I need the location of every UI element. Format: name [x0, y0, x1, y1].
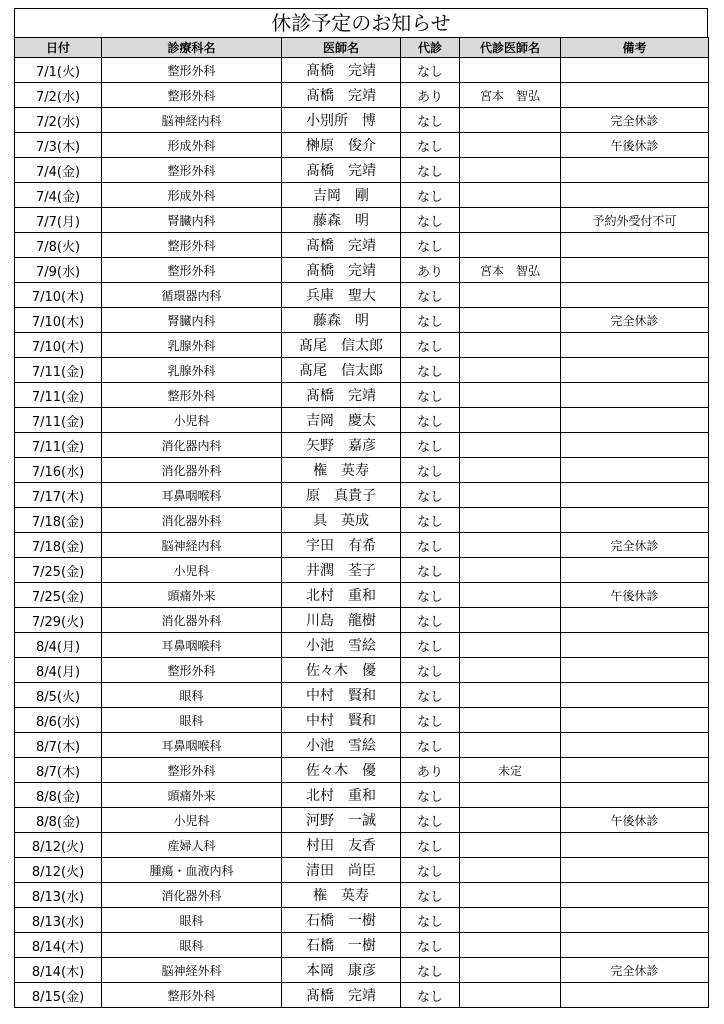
table-row — [15, 208, 709, 233]
table-row — [15, 108, 709, 133]
cell-substitute-doctor — [460, 558, 561, 583]
cell-date: 7/4(金) — [15, 158, 102, 183]
cell-doctor: 吉岡 慶太 — [282, 408, 401, 433]
cell-remarks — [561, 458, 709, 483]
cell-doctor: 井潤 荃子 — [282, 558, 401, 583]
page-title: 休診予定のお知らせ — [14, 8, 708, 37]
cell-department: 整形外科 — [102, 233, 282, 258]
cell-remarks — [561, 333, 709, 358]
cell-doctor: 兵庫 聖大 — [282, 283, 401, 308]
cell-date: 7/18(金) — [15, 508, 102, 533]
cell-substitute-doctor: 宮本 智弘 — [460, 258, 561, 283]
table-row — [15, 708, 709, 733]
table-row — [15, 183, 709, 208]
cell-department: 耳鼻咽喉科 — [102, 483, 282, 508]
cell-department: 耳鼻咽喉科 — [102, 733, 282, 758]
cell-remarks — [561, 283, 709, 308]
cell-department: 脳神経内科 — [102, 533, 282, 558]
cell-substitute-doctor — [460, 683, 561, 708]
cell-doctor: 吉岡 剛 — [282, 183, 401, 208]
cell-doctor: 権 英寿 — [282, 883, 401, 908]
cell-date: 8/4(月) — [15, 633, 102, 658]
table-row — [15, 858, 709, 883]
cell-substitute: なし — [401, 233, 460, 258]
cell-substitute: なし — [401, 408, 460, 433]
cell-doctor: 髙橋 完靖 — [282, 83, 401, 108]
cell-date: 8/13(水) — [15, 908, 102, 933]
cell-department: 整形外科 — [102, 658, 282, 683]
cell-doctor: 村田 友香 — [282, 833, 401, 858]
cell-doctor: 石橋 一樹 — [282, 933, 401, 958]
cell-department: 腫瘍・血液内科 — [102, 858, 282, 883]
cell-remarks — [561, 733, 709, 758]
cell-department: 小児科 — [102, 558, 282, 583]
cell-substitute: なし — [401, 808, 460, 833]
cell-department: 消化器外科 — [102, 883, 282, 908]
table-row — [15, 508, 709, 533]
cell-department: 形成外科 — [102, 133, 282, 158]
cell-date: 7/9(水) — [15, 258, 102, 283]
cell-department: 耳鼻咽喉科 — [102, 633, 282, 658]
cell-doctor: 矢野 嘉彦 — [282, 433, 401, 458]
table-row — [15, 483, 709, 508]
cell-doctor: 佐々木 優 — [282, 658, 401, 683]
cell-substitute-doctor — [460, 183, 561, 208]
table-row — [15, 983, 709, 1008]
column-header-date: 日付 — [15, 38, 102, 58]
cell-date: 8/4(月) — [15, 658, 102, 683]
table-row — [15, 333, 709, 358]
cell-remarks — [561, 233, 709, 258]
cell-date: 8/13(水) — [15, 883, 102, 908]
cell-date: 7/1(火) — [15, 58, 102, 83]
cell-substitute-doctor — [460, 908, 561, 933]
cell-substitute: あり — [401, 258, 460, 283]
cell-remarks — [561, 383, 709, 408]
cell-substitute-doctor — [460, 608, 561, 633]
cell-doctor: 権 英寿 — [282, 458, 401, 483]
cell-doctor: 北村 重和 — [282, 583, 401, 608]
cell-department: 整形外科 — [102, 758, 282, 783]
cell-substitute: なし — [401, 858, 460, 883]
cell-substitute-doctor — [460, 233, 561, 258]
table-row — [15, 158, 709, 183]
cell-doctor: 本岡 康彦 — [282, 958, 401, 983]
cell-substitute: なし — [401, 633, 460, 658]
cell-date: 7/11(金) — [15, 433, 102, 458]
cell-doctor: 原 真貴子 — [282, 483, 401, 508]
cell-department: 整形外科 — [102, 58, 282, 83]
cell-doctor: 髙橋 完靖 — [282, 383, 401, 408]
cell-date: 7/8(火) — [15, 233, 102, 258]
table-header-row — [15, 38, 709, 58]
cell-substitute: なし — [401, 783, 460, 808]
cell-department: 整形外科 — [102, 383, 282, 408]
cell-doctor: 宇田 有希 — [282, 533, 401, 558]
cell-date: 8/5(火) — [15, 683, 102, 708]
cell-substitute: なし — [401, 333, 460, 358]
cell-substitute: なし — [401, 133, 460, 158]
cell-substitute-doctor — [460, 408, 561, 433]
table-row — [15, 558, 709, 583]
cell-doctor: 髙橋 完靖 — [282, 258, 401, 283]
table-row — [15, 258, 709, 283]
cell-remarks — [561, 558, 709, 583]
cell-date: 7/2(水) — [15, 108, 102, 133]
cell-substitute: なし — [401, 608, 460, 633]
column-header-department: 診療科名 — [102, 38, 282, 58]
cell-department: 整形外科 — [102, 83, 282, 108]
cell-doctor: 髙尾 信太郎 — [282, 358, 401, 383]
cell-doctor: 具 英成 — [282, 508, 401, 533]
cell-doctor: 榊原 俊介 — [282, 133, 401, 158]
cell-doctor: 小別所 博 — [282, 108, 401, 133]
cell-remarks — [561, 883, 709, 908]
cell-substitute: なし — [401, 508, 460, 533]
cell-substitute: なし — [401, 283, 460, 308]
cell-doctor: 中村 賢和 — [282, 708, 401, 733]
cell-remarks — [561, 258, 709, 283]
cell-remarks — [561, 983, 709, 1008]
cell-substitute-doctor — [460, 858, 561, 883]
table-row — [15, 283, 709, 308]
cell-remarks — [561, 683, 709, 708]
cell-date: 8/14(木) — [15, 933, 102, 958]
cell-substitute: なし — [401, 308, 460, 333]
cell-remarks — [561, 58, 709, 83]
cell-department: 小児科 — [102, 408, 282, 433]
cell-department: 小児科 — [102, 808, 282, 833]
cell-doctor: 河野 一誠 — [282, 808, 401, 833]
cell-remarks: 午後休診 — [561, 583, 709, 608]
table-body — [15, 58, 709, 1008]
cell-date: 8/8(金) — [15, 783, 102, 808]
cell-remarks: 完全休診 — [561, 308, 709, 333]
cell-date: 7/11(金) — [15, 358, 102, 383]
cell-date: 7/17(木) — [15, 483, 102, 508]
cell-department: 脳神経外科 — [102, 958, 282, 983]
cell-substitute: なし — [401, 683, 460, 708]
table-row — [15, 433, 709, 458]
cell-date: 8/6(水) — [15, 708, 102, 733]
cell-remarks: 完全休診 — [561, 533, 709, 558]
cell-date: 7/29(火) — [15, 608, 102, 633]
cell-substitute: なし — [401, 533, 460, 558]
cell-department: 形成外科 — [102, 183, 282, 208]
cell-substitute: なし — [401, 958, 460, 983]
cell-substitute-doctor: 未定 — [460, 758, 561, 783]
cell-remarks: 完全休診 — [561, 958, 709, 983]
table-row — [15, 833, 709, 858]
cell-doctor: 髙橋 完靖 — [282, 158, 401, 183]
table-row — [15, 758, 709, 783]
table-row — [15, 358, 709, 383]
cell-date: 8/7(木) — [15, 733, 102, 758]
table-row — [15, 83, 709, 108]
cell-remarks — [561, 433, 709, 458]
cell-date: 8/15(金) — [15, 983, 102, 1008]
cell-date: 7/16(水) — [15, 458, 102, 483]
table-row — [15, 633, 709, 658]
cell-substitute-doctor — [460, 133, 561, 158]
cell-doctor: 小池 雪絵 — [282, 633, 401, 658]
cell-date: 7/18(金) — [15, 533, 102, 558]
closure-notice-sheet — [14, 8, 708, 1008]
cell-doctor: 佐々木 優 — [282, 758, 401, 783]
cell-substitute: あり — [401, 758, 460, 783]
column-header-substitute: 代診 — [401, 38, 460, 58]
table-row — [15, 133, 709, 158]
cell-substitute: なし — [401, 433, 460, 458]
column-header-substitute-doctor: 代診医師名 — [460, 38, 561, 58]
table-row — [15, 583, 709, 608]
column-header-doctor: 医師名 — [282, 38, 401, 58]
cell-department: 腎臓内科 — [102, 308, 282, 333]
cell-substitute-doctor — [460, 108, 561, 133]
table-row — [15, 58, 709, 83]
cell-remarks — [561, 408, 709, 433]
table-row — [15, 933, 709, 958]
table-row — [15, 608, 709, 633]
cell-substitute-doctor — [460, 433, 561, 458]
cell-substitute: なし — [401, 558, 460, 583]
cell-remarks — [561, 658, 709, 683]
cell-substitute-doctor: 宮本 智弘 — [460, 83, 561, 108]
cell-doctor: 藤森 明 — [282, 208, 401, 233]
cell-department: 乳腺外科 — [102, 358, 282, 383]
table-row — [15, 383, 709, 408]
cell-substitute-doctor — [460, 158, 561, 183]
cell-date: 7/25(金) — [15, 583, 102, 608]
cell-substitute-doctor — [460, 308, 561, 333]
table-row — [15, 233, 709, 258]
cell-substitute: なし — [401, 833, 460, 858]
cell-remarks — [561, 858, 709, 883]
cell-department: 産婦人科 — [102, 833, 282, 858]
cell-doctor: 藤森 明 — [282, 308, 401, 333]
cell-date: 7/10(木) — [15, 283, 102, 308]
cell-substitute-doctor — [460, 783, 561, 808]
cell-substitute-doctor — [460, 58, 561, 83]
cell-substitute-doctor — [460, 533, 561, 558]
cell-date: 7/11(金) — [15, 408, 102, 433]
cell-substitute-doctor — [460, 633, 561, 658]
cell-department: 頭痛外来 — [102, 583, 282, 608]
cell-substitute-doctor — [460, 708, 561, 733]
cell-substitute-doctor — [460, 983, 561, 1008]
table-row — [15, 683, 709, 708]
cell-substitute: なし — [401, 483, 460, 508]
cell-substitute: なし — [401, 383, 460, 408]
cell-remarks — [561, 783, 709, 808]
cell-substitute: なし — [401, 708, 460, 733]
cell-substitute-doctor — [460, 483, 561, 508]
table-row — [15, 908, 709, 933]
cell-substitute: なし — [401, 883, 460, 908]
cell-substitute-doctor — [460, 508, 561, 533]
cell-remarks — [561, 183, 709, 208]
cell-remarks — [561, 633, 709, 658]
cell-substitute: なし — [401, 658, 460, 683]
cell-department: 腎臓内科 — [102, 208, 282, 233]
cell-department: 整形外科 — [102, 258, 282, 283]
cell-date: 7/4(金) — [15, 183, 102, 208]
cell-remarks: 予約外受付不可 — [561, 208, 709, 233]
cell-substitute: なし — [401, 733, 460, 758]
cell-substitute: なし — [401, 58, 460, 83]
cell-substitute: なし — [401, 208, 460, 233]
cell-doctor: 髙尾 信太郎 — [282, 333, 401, 358]
cell-substitute-doctor — [460, 583, 561, 608]
cell-remarks — [561, 708, 709, 733]
cell-doctor: 髙橋 完靖 — [282, 58, 401, 83]
cell-substitute-doctor — [460, 383, 561, 408]
cell-department: 消化器内科 — [102, 433, 282, 458]
cell-substitute-doctor — [460, 883, 561, 908]
cell-substitute: なし — [401, 108, 460, 133]
cell-remarks — [561, 908, 709, 933]
cell-substitute-doctor — [460, 333, 561, 358]
cell-remarks — [561, 83, 709, 108]
cell-substitute: なし — [401, 458, 460, 483]
cell-department: 乳腺外科 — [102, 333, 282, 358]
cell-substitute-doctor — [460, 933, 561, 958]
cell-date: 8/12(火) — [15, 833, 102, 858]
cell-date: 7/7(月) — [15, 208, 102, 233]
table-row — [15, 783, 709, 808]
cell-doctor: 小池 雪絵 — [282, 733, 401, 758]
cell-substitute-doctor — [460, 283, 561, 308]
cell-department: 眼科 — [102, 708, 282, 733]
cell-doctor: 中村 賢和 — [282, 683, 401, 708]
table-row — [15, 733, 709, 758]
cell-substitute-doctor — [460, 208, 561, 233]
cell-remarks: 完全休診 — [561, 108, 709, 133]
cell-department: 眼科 — [102, 908, 282, 933]
cell-date: 7/10(木) — [15, 333, 102, 358]
cell-substitute: なし — [401, 583, 460, 608]
cell-doctor: 石橋 一樹 — [282, 908, 401, 933]
table-row — [15, 658, 709, 683]
table-row — [15, 808, 709, 833]
cell-substitute-doctor — [460, 733, 561, 758]
cell-department: 眼科 — [102, 683, 282, 708]
cell-date: 8/12(火) — [15, 858, 102, 883]
cell-substitute: なし — [401, 358, 460, 383]
cell-department: 消化器外科 — [102, 608, 282, 633]
table-row — [15, 958, 709, 983]
cell-doctor: 髙橋 完靖 — [282, 233, 401, 258]
cell-substitute: なし — [401, 908, 460, 933]
table-row — [15, 458, 709, 483]
cell-date: 7/10(木) — [15, 308, 102, 333]
table-row — [15, 883, 709, 908]
cell-remarks: 午後休診 — [561, 133, 709, 158]
cell-date: 7/25(金) — [15, 558, 102, 583]
cell-date: 8/7(木) — [15, 758, 102, 783]
cell-substitute-doctor — [460, 458, 561, 483]
cell-department: 脳神経内科 — [102, 108, 282, 133]
cell-department: 消化器外科 — [102, 458, 282, 483]
column-header-remarks: 備考 — [561, 38, 709, 58]
cell-substitute-doctor — [460, 808, 561, 833]
table-row — [15, 533, 709, 558]
cell-substitute: なし — [401, 933, 460, 958]
cell-substitute-doctor — [460, 658, 561, 683]
cell-date: 8/8(金) — [15, 808, 102, 833]
cell-date: 7/3(木) — [15, 133, 102, 158]
cell-substitute-doctor — [460, 833, 561, 858]
cell-substitute: あり — [401, 83, 460, 108]
cell-remarks — [561, 608, 709, 633]
cell-remarks — [561, 758, 709, 783]
table-row — [15, 308, 709, 333]
closure-schedule-table — [14, 37, 709, 1008]
cell-date: 7/11(金) — [15, 383, 102, 408]
cell-substitute-doctor — [460, 358, 561, 383]
cell-date: 7/2(水) — [15, 83, 102, 108]
cell-remarks: 午後休診 — [561, 808, 709, 833]
cell-department: 消化器外科 — [102, 508, 282, 533]
cell-substitute: なし — [401, 183, 460, 208]
cell-remarks — [561, 833, 709, 858]
cell-remarks — [561, 508, 709, 533]
cell-remarks — [561, 933, 709, 958]
cell-department: 整形外科 — [102, 983, 282, 1008]
cell-doctor: 髙橋 完靖 — [282, 983, 401, 1008]
cell-doctor: 清田 尚臣 — [282, 858, 401, 883]
cell-department: 循環器内科 — [102, 283, 282, 308]
cell-department: 頭痛外来 — [102, 783, 282, 808]
cell-date: 8/14(木) — [15, 958, 102, 983]
cell-substitute: なし — [401, 158, 460, 183]
cell-doctor: 川島 龍樹 — [282, 608, 401, 633]
cell-remarks — [561, 158, 709, 183]
cell-department: 眼科 — [102, 933, 282, 958]
cell-remarks — [561, 483, 709, 508]
cell-remarks — [561, 358, 709, 383]
cell-doctor: 北村 重和 — [282, 783, 401, 808]
cell-substitute: なし — [401, 983, 460, 1008]
cell-substitute-doctor — [460, 958, 561, 983]
cell-department: 整形外科 — [102, 158, 282, 183]
table-row — [15, 408, 709, 433]
